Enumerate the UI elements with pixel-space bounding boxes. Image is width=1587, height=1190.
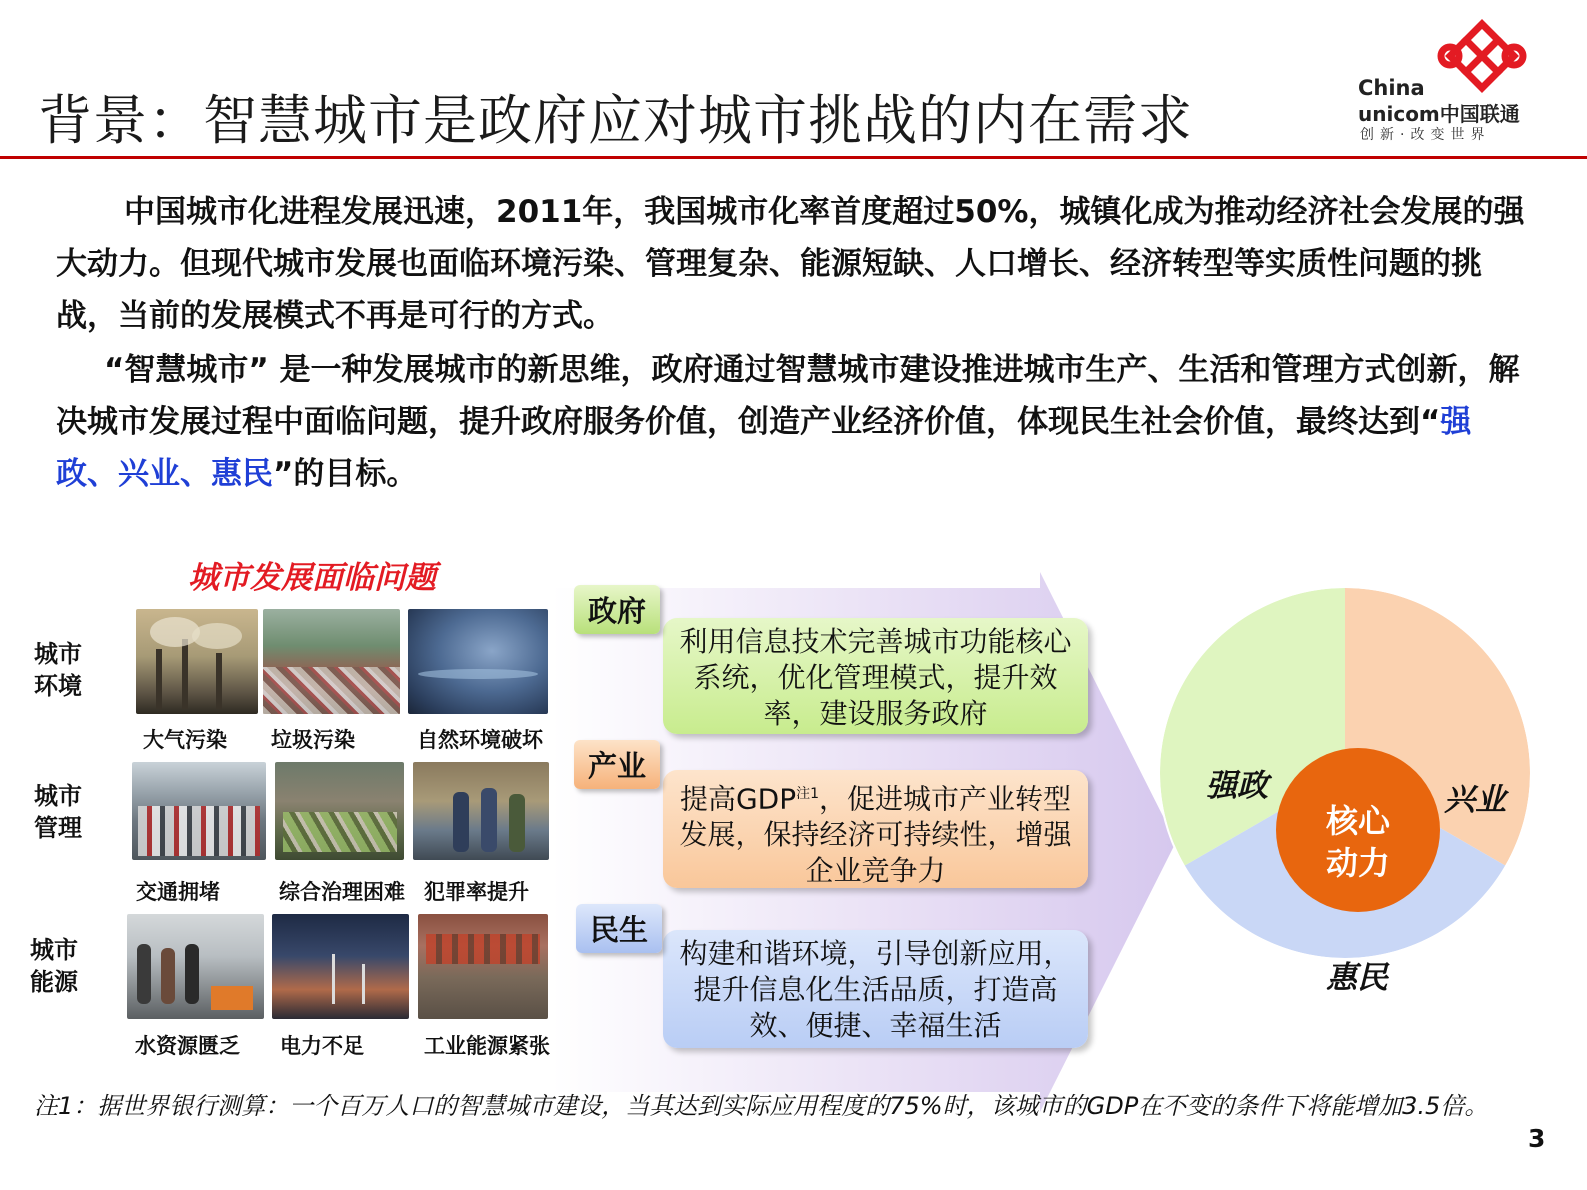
- photo-traffic-jam: [132, 762, 266, 860]
- caption-air-pollution: 大气污染: [143, 728, 227, 752]
- pillar-industry-text-b: ，促进城市产业转型发展，保持经济可持续性，增强企业竞争力: [679, 782, 1072, 888]
- row-label-environment: 城市环境: [34, 640, 82, 700]
- footnote: 注1：据世界银行测算：一个百万人口的智慧城市建设，当其达到实际应用程度的75%时，该城市的GDP在不变的条件下将能增加3.5倍。: [34, 1092, 1489, 1120]
- caption-garbage-pollution: 垃圾污染: [271, 728, 355, 752]
- intro-p2-after: ”的目标。: [273, 456, 418, 492]
- caption-industrial-energy: 工业能源紧张: [424, 1034, 550, 1058]
- caption-traffic-jam: 交通拥堵: [136, 880, 220, 904]
- caption-crime-rise: 犯罪率提升: [424, 880, 529, 904]
- pillar-industry-tag: 产业: [574, 740, 660, 789]
- row-label-management: 城市管理: [34, 782, 82, 842]
- intro-p2-highlight: 强政、兴业、惠民: [56, 404, 1472, 492]
- photo-industrial-energy: [418, 914, 548, 1019]
- pillar-government-tag: 政府: [574, 585, 660, 634]
- logo-china-text: China: [1358, 76, 1425, 100]
- intro-paragraph-1: [56, 186, 1526, 342]
- unicom-knot-icon: [1434, 18, 1530, 96]
- pie-center-label: 核心动力: [1325, 802, 1390, 882]
- pie-label-livelihood: 惠民: [1326, 960, 1388, 996]
- logo-unicom-text: unicom中国联通: [1358, 102, 1520, 126]
- caption-power-shortage: 电力不足: [280, 1034, 364, 1058]
- photo-water-shortage: [127, 914, 264, 1019]
- problems-title: 城市发展面临问题: [188, 560, 436, 596]
- slide-title: 背景：智慧城市是政府应对城市挑战的内在需求: [38, 89, 1193, 152]
- pie-label-industry: 兴业: [1444, 782, 1506, 818]
- intro-paragraph-2: [56, 344, 1526, 500]
- pillar-government-box: [663, 618, 1088, 734]
- logo-slogan: 创新·改变世界: [1360, 127, 1491, 143]
- intro-p1-text: 中国城市化进程发展迅速，2011年，我国城市化率首度超过50%，城镇化成为推动经济社会发展的强大动力。但现代城市发展也面临环境污染、管理复杂、能源短缺、人口增长、经济转型等实质性问题的挑战，当前的发展模式不再是可行的方式。: [56, 194, 1525, 334]
- pillar-livelihood-tag: 民生: [576, 904, 662, 953]
- china-unicom-logo: [1358, 18, 1558, 148]
- pie-label-government: 强政: [1206, 768, 1268, 804]
- pillar-government-text: 利用信息技术完善城市功能核心系统，优化管理模式，提升效率，建设服务政府: [679, 625, 1072, 730]
- pillar-livelihood-text: 构建和谐环境，引导创新应用，提升信息化生活品质，打造高效、便捷、幸福生活: [679, 937, 1072, 1042]
- pillar-industry-footnote-ref: 注1: [796, 786, 820, 802]
- photo-crime-rise: [413, 762, 549, 860]
- photo-governance-difficulty: [275, 762, 404, 860]
- photo-nature-damage: [408, 609, 548, 714]
- pillar-industry-text-a: 提高GDP: [679, 782, 797, 816]
- photo-power-shortage: [272, 914, 409, 1019]
- photo-air-pollution: [136, 609, 258, 714]
- page-number: 3: [1528, 1124, 1546, 1153]
- title-divider: [0, 156, 1587, 159]
- caption-water-shortage: 水资源匮乏: [135, 1034, 240, 1058]
- row-label-energy: 城市能源: [30, 936, 78, 996]
- caption-governance-difficulty: 综合治理困难: [279, 880, 405, 904]
- pillar-industry-box: [663, 770, 1088, 888]
- caption-nature-damage: 自然环境破坏: [417, 728, 543, 752]
- intro-p2-before: “智慧城市” 是一种发展城市的新思维，政府通过智慧城市建设推进城市生产、生活和管理方式创新，解决城市发展过程中面临问题，提升政府服务价值，创造产业经济价值，体现民生社会价值，最终达到“: [56, 352, 1520, 440]
- pillar-livelihood-box: [663, 930, 1088, 1048]
- photo-garbage-pollution: [263, 609, 400, 714]
